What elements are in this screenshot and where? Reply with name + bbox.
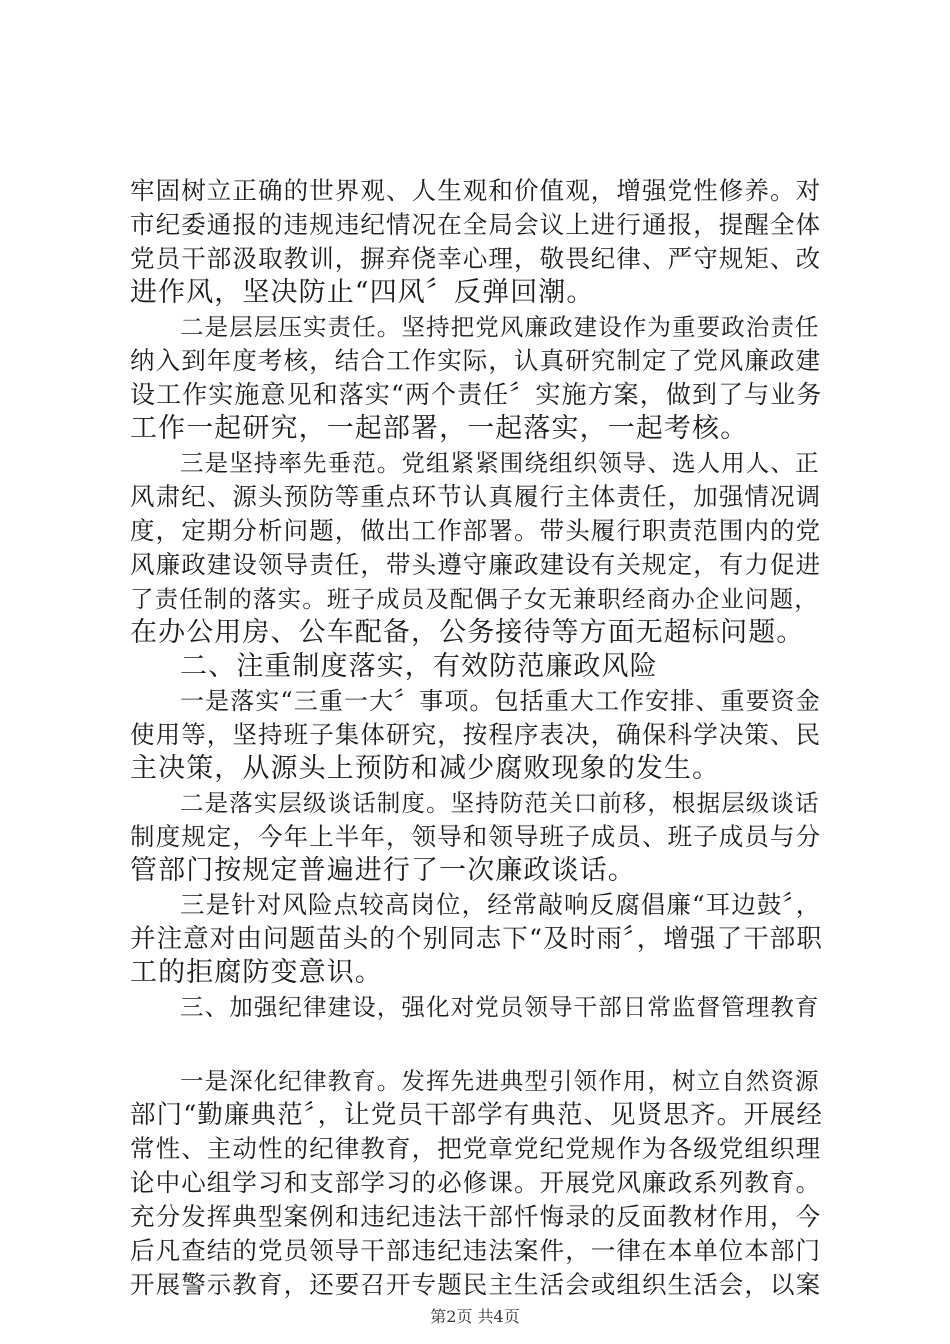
paragraph-line: 管部门按规定普遍进行了一次廉政谈话。 xyxy=(130,855,636,886)
paragraph-line: 工的拒腐防变意识。 xyxy=(130,957,383,988)
paragraph-line: 进作风，坚决防止“四风〞反弹回潮。 xyxy=(130,277,595,308)
paragraph-line: 三是坚持率先垂范。党组紧紧围绕组织领导、选人用人、正 xyxy=(180,449,820,477)
paragraph-line: 设工作实施意见和落实“两个责任〞实施方案，做到了与业务 xyxy=(130,380,823,409)
paragraph-line: 开展警示教育，还要召开专题民主生活会或组织生活会，以案 xyxy=(130,1270,822,1299)
paragraph-line: 后凡查结的党员领导干部违纪违法案件，一律在本单位本部门 xyxy=(130,1236,822,1265)
paragraph-line: 一是落实“三重一大〞事项。包括重大工作安排、重要资金 xyxy=(180,687,821,715)
section-heading: 三、加强纪律建设，强化对党员领导干部日常监督管理教育 xyxy=(180,993,820,1021)
paragraph-line: 三是针对风险点较高岗位，经常敲响反腐倡廉“耳边鼓〞， xyxy=(180,890,822,919)
page-number: 第2页 共4页 xyxy=(430,1307,520,1326)
paragraph-line: 部门“勤廉典范〞，让党员干部学有典范、见贤思齐。开展经 xyxy=(130,1100,823,1130)
paragraph-line: 一是深化纪律教育。发挥先进典型引领作用，树立自然资源 xyxy=(180,1067,820,1095)
paragraph-line: 论中心组学习和支部学习的必修课。开展党风廉政系列教育。 xyxy=(130,1168,822,1197)
paragraph-line: 风廉政建设领导责任，带头遵守廉政建设有关规定，有力促进 xyxy=(130,550,822,579)
paragraph-line: 充分发挥典型案例和违纪违法干部忏悔录的反面教材作用，今 xyxy=(130,1202,822,1231)
paragraph-line: 并注意对由问题苗头的个别同志下“及时雨〞，增强了干部职 xyxy=(130,924,823,954)
paragraph-line: 工作一起研究，一起部署，一起落实，一起考核。 xyxy=(130,413,749,444)
paragraph-line: 市纪委通报的违规违纪情况在全局会议上进行通报，提醒全体 xyxy=(130,210,822,239)
paragraph-line: 了责任制的落实。班子成员及配偶子女无兼职经商办企业问题， xyxy=(130,585,819,613)
section-heading: 二、注重制度落实，有效防范廉政风险 xyxy=(180,651,658,682)
paragraph-line: 风肃纪、源头预防等重点环节认真履行主体责任，加强情况调 xyxy=(130,482,822,511)
paragraph-line: 党员干部汲取教训，摒弃侥幸心理，敬畏纪律、严守规矩、改 xyxy=(130,244,822,273)
paragraph-line: 纳入到年度考核，结合工作实际，认真研究制定了党风廉政建 xyxy=(130,346,822,375)
paragraph-line: 二是层层压实责任。坚持把党风廉政建设作为重要政治责任 xyxy=(180,313,820,341)
paragraph-line: 使用等，坚持班子集体研究，按程序表决，确保科学决策、民 xyxy=(130,720,822,749)
paragraph-line: 主决策，从源头上预防和减少腐败现象的发生。 xyxy=(130,753,721,784)
paragraph-line: 二是落实层级谈话制度。坚持防范关口前移，根据层级谈话 xyxy=(180,789,820,817)
paragraph-line: 牢固树立正确的世界观、人生观和价值观，增强党性修养。对 xyxy=(130,176,822,205)
paragraph-line: 常性、主动性的纪律教育，把党章党纪党规作为各级党组织理 xyxy=(130,1134,822,1163)
paragraph-line: 制度规定，今年上半年，领导和领导班子成员、班子成员与分 xyxy=(130,822,822,851)
paragraph-line: 在办公用房、公车配备，公务接待等方面无超标问题。 xyxy=(130,617,805,648)
paragraph-line: 度，定期分析问题，做出工作部署。带头履行职责范围内的党 xyxy=(130,516,822,545)
